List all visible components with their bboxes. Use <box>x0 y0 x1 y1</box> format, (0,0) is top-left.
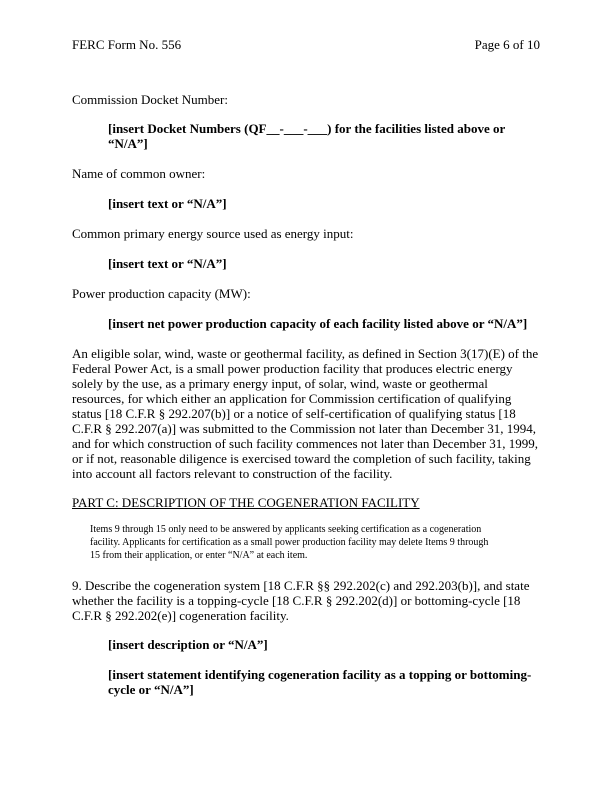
docket-number-placeholder-line2[interactable]: “N/A”] <box>108 136 148 151</box>
paragraph-line: into account all factors relevant to construction of the facility. <box>72 466 393 481</box>
paragraph-line: status [18 C.F.R § 292.207(b)] or a notice of self-certification of qualifying status [18 <box>72 406 516 421</box>
paragraph-line: solely by the use, as a primary energy input, of solar, wind, waste or geothermal <box>72 376 488 391</box>
common-owner-label: Name of common owner: <box>72 166 206 181</box>
docket-number-placeholder-line1[interactable]: [insert Docket Numbers (QF__-___-___) for the facilities listed above or <box>108 121 506 136</box>
part-c-heading: PART C: DESCRIPTION OF THE COGENERATION FACILITY <box>72 495 420 510</box>
instructions-line: facility. Applicants for certification as a small power production facility may delete Items 9 through <box>90 537 489 548</box>
form-name: FERC Form No. 556 <box>72 37 182 52</box>
capacity-label: Power production capacity (MW): <box>72 286 251 301</box>
energy-source-placeholder[interactable]: [insert text or “N/A”] <box>108 256 227 271</box>
paragraph-line: resources, for which either an application for Commission certification of qualifying <box>72 391 512 406</box>
common-owner-placeholder[interactable]: [insert text or “N/A”] <box>108 196 227 211</box>
item9-question-line: C.F.R § 292.202(e)] cogeneration facility. <box>72 608 289 623</box>
instructions-line: Items 9 through 15 only need to be answered by applicants seeking certification as a cogeneration <box>90 524 482 535</box>
page-number: Page 6 of 10 <box>474 37 540 52</box>
item9-question-line: 9. Describe the cogeneration system [18 C.F.R §§ 292.202(c) and 292.203(b)], and state <box>72 578 530 593</box>
instructions-line: 15 from their application, or enter “N/A” at each item. <box>90 550 308 561</box>
item9-statement-placeholder-line1[interactable]: [insert statement identifying cogeneration facility as a topping or bottoming- <box>108 667 532 682</box>
paragraph-line: Federal Power Act, is a small power production facility that produces electric energy <box>72 361 513 376</box>
docket-number-label: Commission Docket Number: <box>72 92 228 107</box>
item9-question-line: whether the facility is a topping-cycle [18 C.F.R § 292.202(d)] or bottoming-cycle [18 <box>72 593 521 608</box>
paragraph-line: and for which construction of such facility commences not later than December 31, 1999, <box>72 436 539 451</box>
item9-description-placeholder[interactable]: [insert description or “N/A”] <box>108 637 268 652</box>
energy-source-label: Common primary energy source used as energy input: <box>72 226 354 241</box>
paragraph-line: or if not, reasonable diligence is exercised toward the completion of such facility, taking <box>72 451 531 466</box>
paragraph-line: An eligible solar, wind, waste or geothermal facility, as defined in Section 3(17)(E) of the <box>72 346 539 361</box>
capacity-placeholder[interactable]: [insert net power production capacity of each facility listed above or “N/A”] <box>108 316 528 331</box>
paragraph-line: C.F.R § 292.207(a)] was submitted to the Commission not later than December 31, 1994, <box>72 421 537 436</box>
item9-statement-placeholder-line2[interactable]: cycle or “N/A”] <box>108 682 194 697</box>
